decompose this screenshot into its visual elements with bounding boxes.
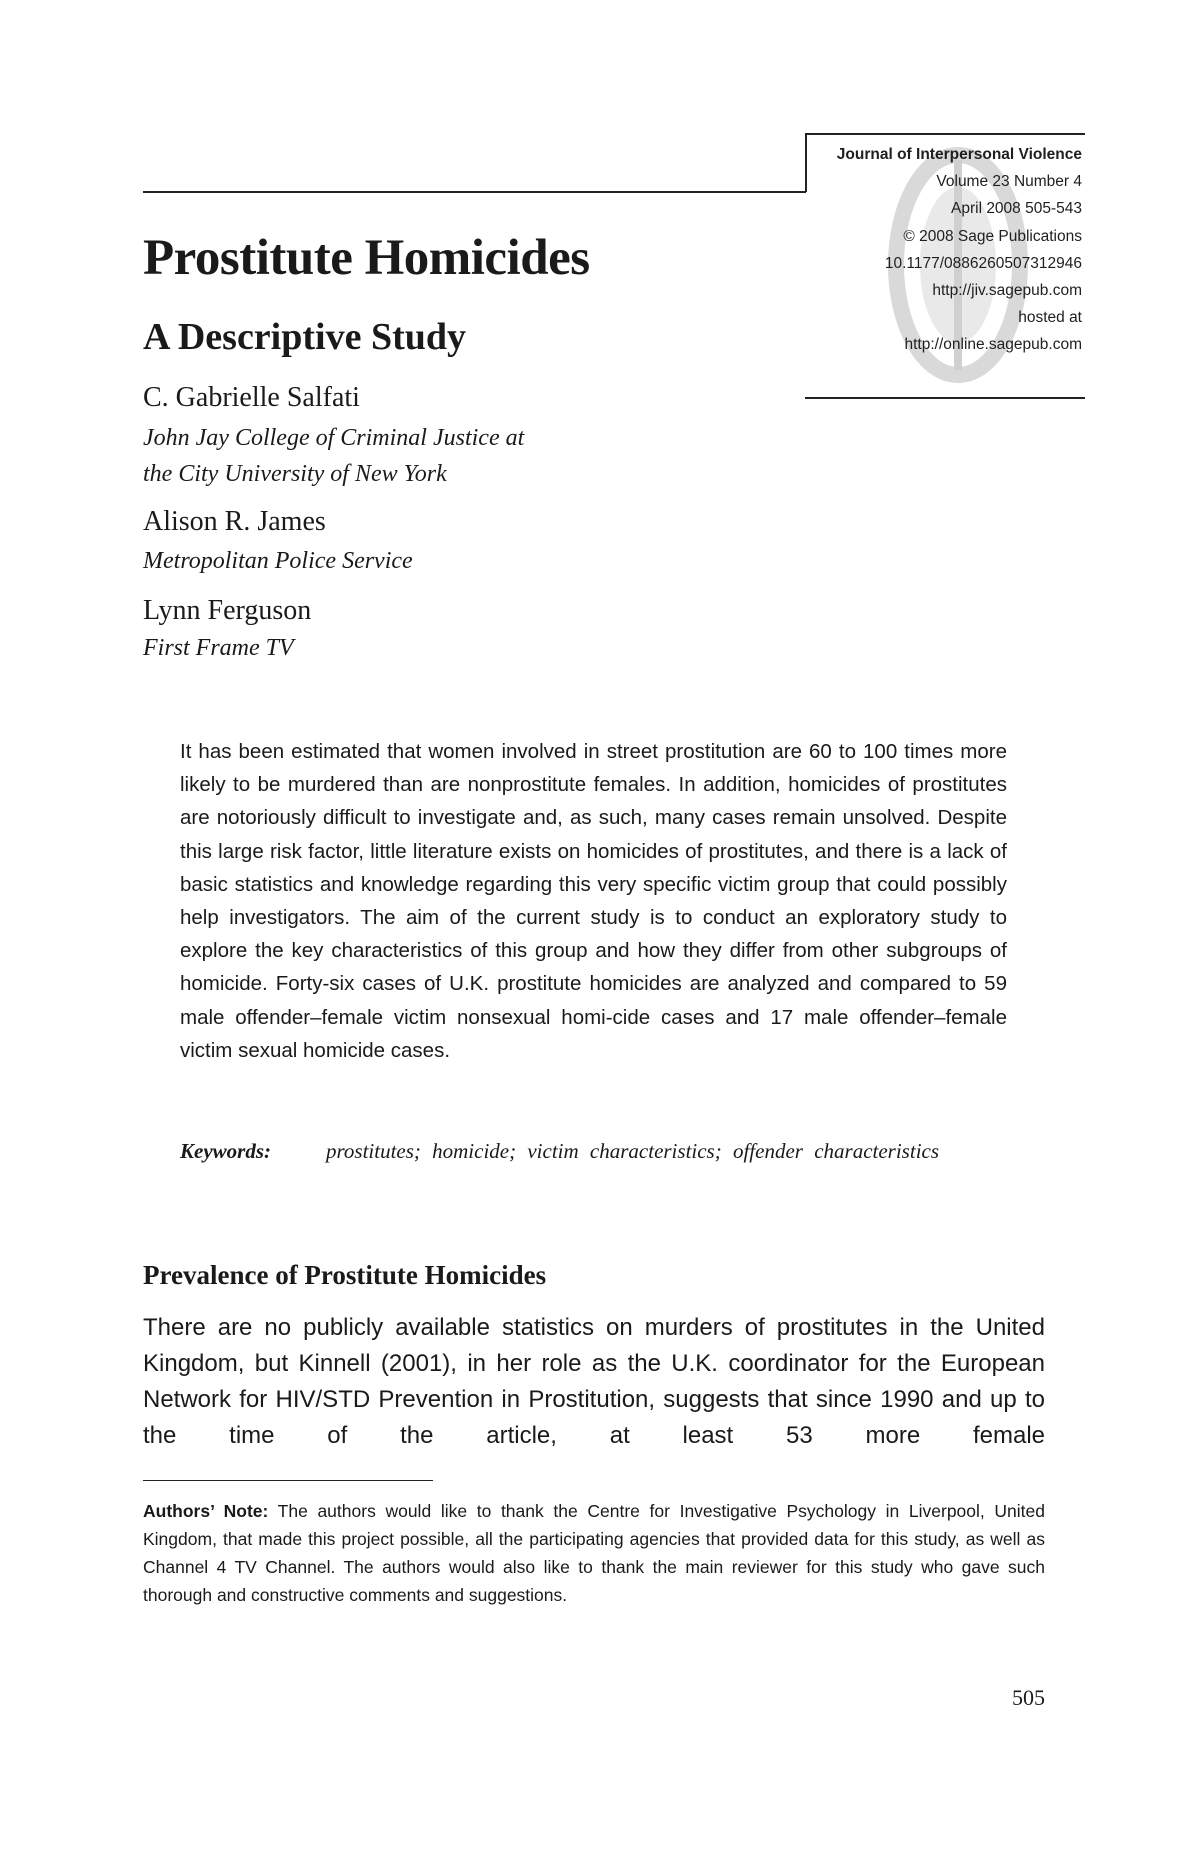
journal-host-url[interactable]: http://online.sagepub.com (904, 336, 1082, 354)
header-rule (143, 191, 806, 193)
author-affiliation: First Frame TV (143, 635, 294, 661)
journal-copyright: © 2008 Sage Publications (903, 227, 1082, 245)
page-number: 505 (1012, 1685, 1045, 1710)
author-affiliation: John Jay College of Criminal Justice at (143, 425, 525, 451)
author-name: C. Gabrielle Salfati (143, 382, 360, 413)
journal-volume: Volume 23 Number 4 (936, 173, 1082, 191)
abstract: It has been estimated that women involved in street prostitution are 60 to 100 times more likely to be murdered than are nonprostitute females. In addition, homicides of prostitutes are notoriously difficult to investigate and, as such, many cases remain unsolved. Despite this large risk factor, little literature exists on homicides of prostitutes, and there is a lack of basic statistics and knowledge regarding this very specific victim group that could possibly help investigators. The aim of the current study is to conduct an exploratory study to explore the key characteristics of this group and how they differ from other subgroups of homicide. Forty-six cases of U.K. prostitute homicides are analyzed and compared to 59 male offender–female victim nonsexual homi-cide cases and 17 male offender–female victim sexual homicide cases. (180, 740, 1007, 1062)
keywords-label: Keywords: (180, 1139, 271, 1163)
authors-note-text: The authors would like to thank the Centre for Investigative Psychology in Liverpool, United Kingdom, that made this project possible, all the participating agencies that provided data for this study, as well as Channel 4 TV Channel. The authors would also like to thank the main reviewer for this study who gave such thorough and constructive comments and suggestions. (143, 1501, 1045, 1605)
header-rule-notch (805, 133, 807, 192)
author-name: Lynn Ferguson (143, 595, 312, 626)
body-paragraph: There are no publicly available statistics on murders of prostitutes in the United Kingdom, but Kinnell (2001), in her role as the U.K. coordinator for the European Network for HIV/STD Prevention in Prostitution, suggests that since 1990 and up to the time of the article, at least 53 more female (143, 1314, 1045, 1449)
section-heading: Prevalence of Prostitute Homicides (143, 1260, 547, 1290)
footnote-rule (143, 1480, 433, 1481)
journal-name: Journal of Interpersonal Violence (836, 146, 1082, 163)
journal-box-bottom-rule (805, 397, 1085, 399)
author-name: Alison R. James (143, 506, 326, 537)
author-affiliation: the City University of New York (143, 461, 447, 487)
keywords (180, 1135, 1007, 1167)
journal-hosted: hosted at (1018, 309, 1082, 327)
journal-doi: 10.1177/0886260507312946 (884, 254, 1082, 272)
journal-date-pages: April 2008 505-543 (951, 200, 1082, 218)
author-affiliation: Metropolitan Police Service (143, 548, 413, 574)
authors-note (143, 1497, 1045, 1609)
article-subtitle: A Descriptive Study (143, 316, 466, 358)
journal-box-top-rule (805, 133, 1085, 135)
authors-note-label: Authors’ Note: (143, 1501, 269, 1521)
journal-info (812, 141, 1082, 359)
keywords-terms: prostitutes; homicide; victim characteristics; offender characteristics (326, 1139, 940, 1163)
article-title: Prostitute Homicides (143, 230, 590, 286)
journal-url[interactable]: http://jiv.sagepub.com (932, 282, 1082, 300)
